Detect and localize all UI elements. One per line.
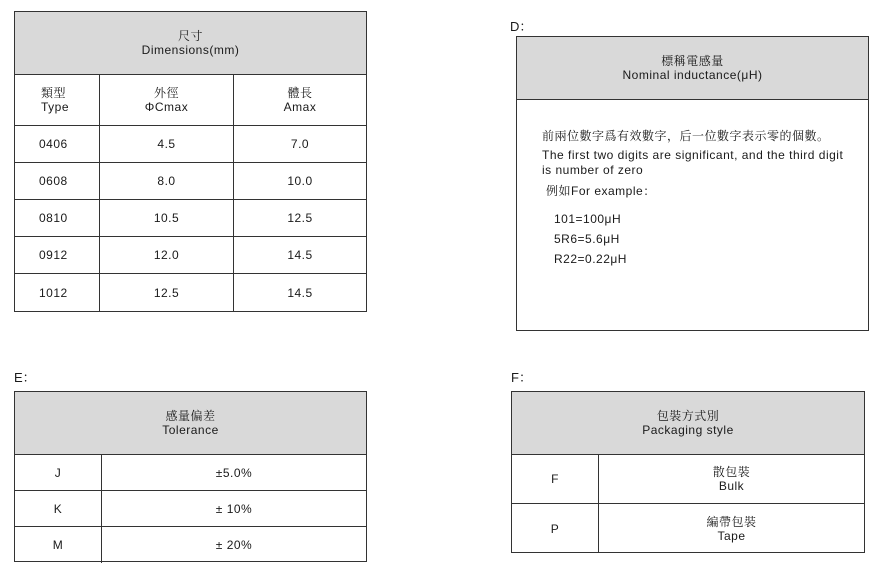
dimensions-header-zh: 尺寸 — [177, 29, 203, 43]
tolerance-code-cell: J — [54, 465, 62, 480]
section-label-e: E： — [14, 370, 36, 385]
length-cell: 10.0 — [233, 163, 366, 199]
packaging-code-cell: P — [550, 521, 560, 536]
length-cell: 14.5 — [233, 237, 366, 273]
type-header-en: Type — [41, 100, 70, 114]
example-item: R22=0.22μH — [554, 252, 627, 266]
dimensions-table — [14, 11, 367, 312]
description-en: The first two digits are significant, and the third digit is number of zero — [542, 148, 844, 177]
table-row — [15, 237, 366, 274]
table-row — [15, 491, 366, 527]
diameter-header-en: ΦCmax — [144, 100, 189, 114]
table-row — [512, 504, 864, 553]
type-cell: 0810 — [39, 211, 68, 225]
tolerance-header-zh: 感量偏差 — [165, 409, 216, 423]
type-cell: 0608 — [39, 174, 68, 188]
length-header-en: Amax — [283, 100, 317, 114]
table-row — [15, 455, 366, 491]
type-cell: 0406 — [39, 137, 68, 151]
packaging-header-en: Packaging style — [642, 423, 734, 437]
section-label-d: D： — [510, 19, 533, 34]
length-cell: 12.5 — [233, 200, 366, 236]
packaging-header-zh: 包裝方式別 — [656, 409, 720, 423]
type-cell: 0912 — [39, 248, 68, 262]
table-row — [15, 126, 366, 163]
example-item: 5R6=5.6μH — [554, 232, 620, 246]
diameter-header-zh: 外徑 — [153, 86, 179, 100]
diameter-cell: 4.5 — [99, 126, 233, 162]
diameter-cell: 12.0 — [99, 237, 233, 273]
dimensions-header — [15, 12, 366, 75]
inductance-header-en: Nominal inductance(μH) — [622, 68, 763, 82]
type-header-zh: 類型 — [41, 86, 67, 100]
tolerance-table — [14, 391, 367, 562]
packaging-style-cell — [598, 455, 864, 503]
length-column-header — [233, 75, 366, 125]
type-column-header — [15, 75, 99, 125]
inductance-header-zh: 標稱電感量 — [661, 54, 724, 68]
diameter-column-header — [99, 75, 233, 125]
section-label-f: F： — [511, 370, 532, 385]
tolerance-value-cell: ± 20% — [101, 527, 366, 563]
packaging-style-zh: 散包裝 — [712, 465, 751, 479]
table-row — [512, 455, 864, 504]
table-row — [15, 163, 366, 200]
example-label: 例如For example： — [546, 184, 656, 198]
length-header-zh: 體長 — [287, 86, 313, 100]
type-cell: 1012 — [39, 285, 68, 300]
tolerance-code-cell: K — [53, 501, 63, 516]
diameter-cell: 12.5 — [99, 274, 233, 311]
nominal-inductance-box — [516, 36, 869, 331]
packaging-header — [512, 392, 864, 455]
tolerance-value-cell: ±5.0% — [101, 455, 366, 490]
inductance-description — [517, 100, 868, 269]
table-row — [15, 200, 366, 237]
packaging-code-cell: F — [551, 472, 559, 486]
dimensions-header-en: Dimensions(mm) — [141, 43, 240, 57]
length-cell: 7.0 — [233, 126, 366, 162]
diameter-cell: 10.5 — [99, 200, 233, 236]
diameter-cell: 8.0 — [99, 163, 233, 199]
table-row — [15, 527, 366, 563]
packaging-style-cell — [598, 504, 864, 553]
packaging-table — [511, 391, 865, 553]
length-cell: 14.5 — [233, 274, 366, 311]
packaging-style-en: Bulk — [718, 479, 745, 493]
dimensions-column-header-row — [15, 75, 366, 126]
table-row — [15, 274, 366, 311]
tolerance-header-en: Tolerance — [162, 423, 219, 437]
tolerance-value-cell: ± 10% — [101, 491, 366, 526]
packaging-style-zh: 編帶包裝 — [706, 514, 757, 529]
packaging-style-en: Tape — [717, 528, 746, 543]
tolerance-header — [15, 392, 366, 455]
description-zh: 前兩位數字爲有效數字，后一位數字表示零的個數。 — [542, 129, 830, 143]
inductance-header — [517, 37, 868, 100]
example-list — [542, 209, 868, 269]
tolerance-code-cell: M — [52, 538, 64, 552]
example-item: 101=100μH — [554, 212, 622, 226]
